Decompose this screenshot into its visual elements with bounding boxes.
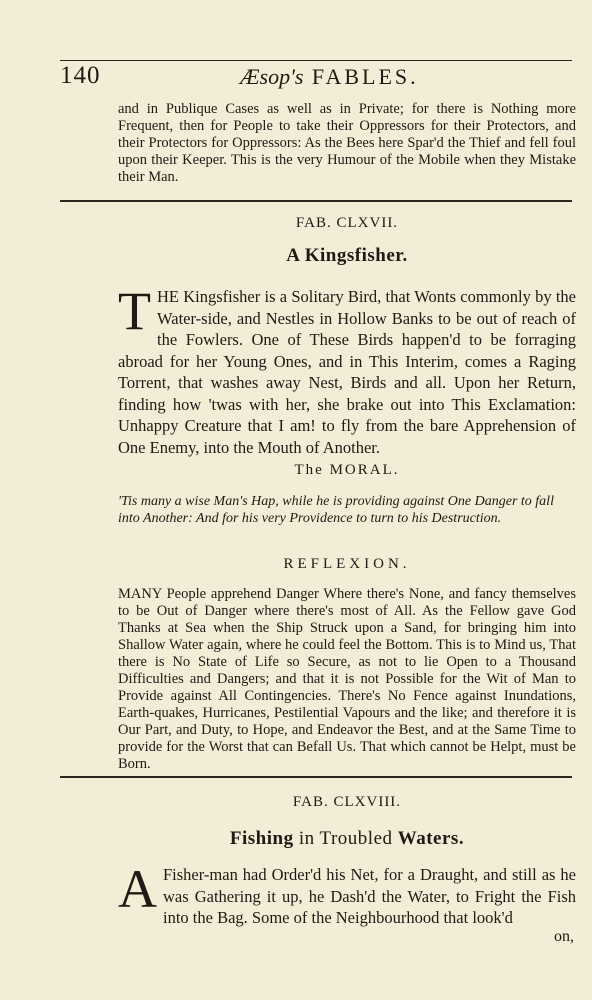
fable-text [118,859,576,929]
section-divider [60,200,572,202]
fable-number: FAB. CLXVIII. [292,794,402,810]
reflexion-heading: REFLEXION. [283,556,411,572]
fable-body: HE Kingsfisher is a Solitary Bird, that Wonts commonly by the Water-side, and Nestles in Hollow Banks to be out of reach of the Fowlers. One of These Birds happen'd to be forraging abroad for her Young Ones, and in This Interim, comes a Raging Torrent, that washes away Nest, Birds and all. Upon her Return, finding how 'twas with her, she brake out into This Exclamation: Unhappy Creature that I am! to fly from the bare Apprehension of One Enemy, into the Mouth of Another. [118,287,576,457]
fable-title-part: in Troubled [293,828,398,849]
fable-title [118,245,576,267]
fable-title-prefix: A [286,245,305,266]
catchword: on, [554,928,574,945]
running-title [240,64,419,90]
moral-heading: The MORAL. [294,462,400,478]
drop-cap: T [118,281,151,341]
fable-text [118,281,576,458]
reflexion-text: MANY People apprehend Danger Where there's None, and fancy themselves to be Out of Danger where there's most of All. As the Fellow gave God Thanks at Sea when the Ship Struck upon a Sand, for bringing him into Shallow Water again, where he could feel the Bottom. This is to Mind us, That there is No State of Life so Secure, as not to lie Open to a Thousand Difficulties and Dangers; and that it is not Possible for the Wit of Man to Provide against All Contingencies. There's No Fence against Inundations, Earth-quakes, Hurricanes, Pestilential Vapours and the like; and therefore it is Our Part, and Duty, to Hope, and Endeavor the Best, and at the Same Time to provide for the Worst that can Befall Us. That which cannot be Helpt, must be Born. [118,586,576,772]
fable-title-part: Waters. [397,828,465,849]
running-title-rest: FABLES. [303,64,419,89]
section-divider [60,776,572,778]
moral-text: 'Tis many a wise Man's Hap, while he is providing against One Danger to fall into Another: And for his very Providence to turn to his Destruction. [118,494,554,526]
running-title-italic: Æsop's [240,64,304,89]
fable-number: FAB. CLXVII. [295,215,399,231]
drop-cap: A [118,859,157,919]
header-rule [60,60,572,61]
fable-body: Fisher-man had Order'd his Net, for a Draught, and still as he was Gathering it up, he Dash'd the Water, to Fright the Fish into the Bag. Some of the Neighbourhood that look'd [163,865,576,927]
fable-title-text: Kingsfisher. [304,245,408,266]
intro-paragraph: and in Publique Cases as well as in Private; for there is Nothing more Frequent, then for People to take their Oppressors for their Protectors, and their Protectors for Oppressors: As the Bees here Spar'd the Thief and fell foul upon their Keeper. This is the very Humour of the Mobile when they Mistake their Man. [118,101,576,185]
fable-title-part: Fishing [229,828,294,849]
fable-title [118,828,576,850]
page-number: 140 [60,62,101,89]
running-head [60,62,572,96]
